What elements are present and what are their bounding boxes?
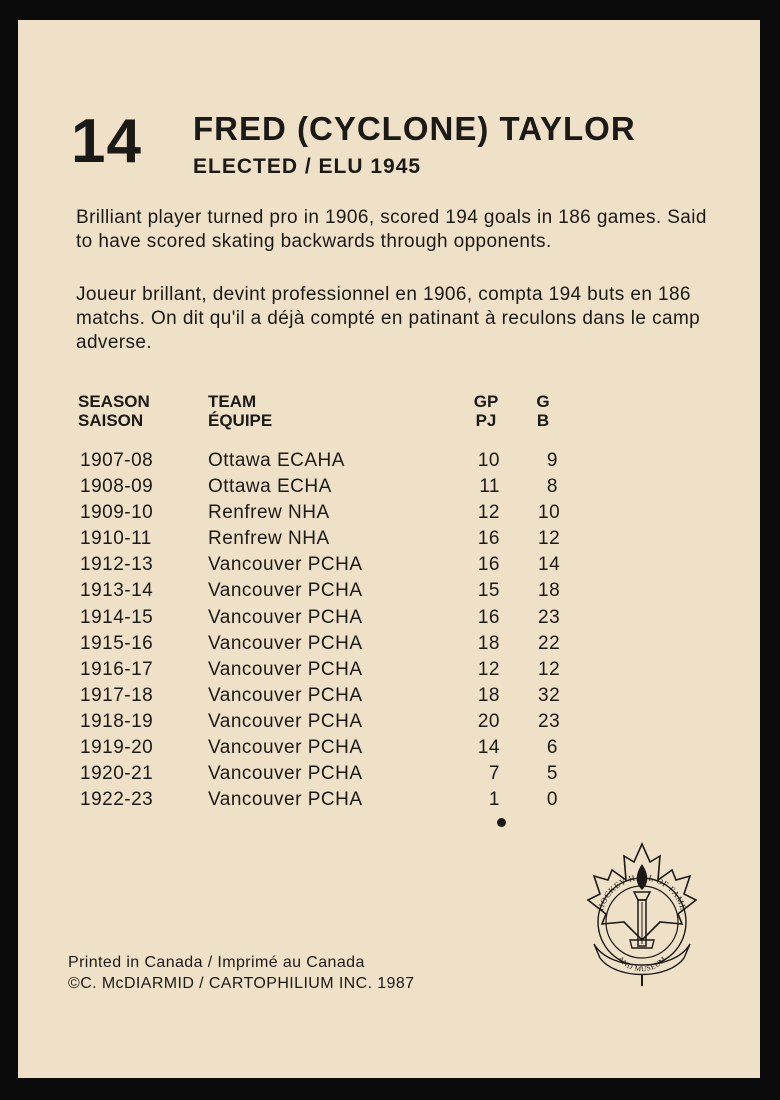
goals-cell: 5 — [546, 763, 558, 785]
team-cell: Ottawa ECHA — [208, 476, 332, 498]
season-cell: 1907-08 — [80, 450, 154, 471]
player-name: FRED (CYCLONE) TAYLOR — [193, 110, 636, 147]
table-row — [78, 448, 598, 474]
elected-year: ELECTED / ELU 1945 — [193, 155, 422, 178]
team-cell: Renfrew NHA — [208, 528, 330, 550]
season-cell: 1908-09 — [80, 476, 154, 498]
header-team-en: TEAM — [208, 392, 257, 411]
goals-cell: 23 — [538, 606, 561, 628]
header-season-fr: SAISON — [78, 411, 144, 430]
header-g-en: G — [536, 392, 550, 411]
table-row — [78, 735, 598, 761]
table-row — [78, 631, 598, 657]
season-cell: 1918-19 — [80, 710, 154, 732]
gp-cell: 18 — [477, 632, 500, 654]
hockey-hall-of-fame-emblem-icon — [580, 840, 704, 990]
team-cell: Vancouver PCHA — [208, 554, 363, 576]
season-cell: 1915-16 — [80, 632, 154, 654]
gp-cell: 14 — [477, 737, 500, 759]
table-row — [78, 500, 598, 526]
header-gp-en: GP — [473, 392, 499, 411]
goals-cell: 6 — [546, 737, 558, 759]
team-cell: Vancouver PCHA — [208, 606, 363, 628]
table-row — [78, 526, 598, 552]
gp-cell: 12 — [477, 502, 500, 524]
gp-cell: 16 — [477, 606, 500, 628]
header-team-fr: ÉQUIPE — [208, 411, 273, 430]
gp-cell: 16 — [477, 528, 500, 550]
header-season — [78, 392, 150, 430]
table-row — [78, 761, 598, 787]
gp-cell: 20 — [477, 710, 500, 732]
team-cell: Ottawa ECAHA — [208, 450, 345, 471]
team-cell: Vancouver PCHA — [208, 684, 363, 706]
table-row — [78, 552, 598, 578]
header-season-en: SEASON — [78, 392, 150, 411]
gp-cell: 1 — [488, 789, 500, 811]
print-dot — [497, 818, 506, 827]
card-back — [18, 20, 760, 1078]
gp-cell: 10 — [477, 450, 500, 471]
gp-cell: 18 — [477, 684, 500, 706]
goals-cell: 14 — [538, 554, 561, 576]
table-row — [78, 683, 598, 709]
season-cell: 1917-18 — [80, 684, 154, 706]
season-cell: 1912-13 — [80, 554, 154, 576]
goals-cell: 10 — [538, 502, 561, 524]
team-cell: Vancouver PCHA — [208, 763, 363, 785]
table-row — [78, 657, 598, 683]
season-cell: 1913-14 — [80, 580, 154, 602]
season-cell: 1914-15 — [80, 606, 154, 628]
card-number: 14 — [71, 107, 142, 176]
team-cell: Vancouver PCHA — [208, 658, 363, 680]
header-gp — [471, 392, 501, 430]
season-cell: 1922-23 — [80, 789, 154, 811]
table-row — [78, 709, 598, 735]
table-row — [78, 578, 598, 604]
gp-cell: 11 — [479, 476, 500, 498]
goals-cell: 8 — [546, 476, 558, 498]
season-cell: 1909-10 — [80, 502, 154, 524]
goals-cell: 32 — [538, 684, 561, 706]
svg-text:HOCKEY HALL OF FAME: HOCKEY HALL OF FAME — [595, 871, 689, 912]
svg-text:AND MUSEUM: AND MUSEUM — [616, 954, 668, 974]
header-g — [533, 392, 553, 430]
gp-cell: 15 — [477, 580, 500, 602]
season-cell: 1919-20 — [80, 737, 154, 759]
table-row — [78, 787, 598, 813]
header-g-fr: B — [536, 411, 550, 430]
header-team — [208, 392, 272, 430]
goals-cell: 12 — [538, 528, 561, 550]
gp-cell: 12 — [477, 658, 500, 680]
team-cell: Vancouver PCHA — [208, 580, 363, 602]
gp-cell: 7 — [488, 763, 500, 785]
bio-english: Brilliant player turned pro in 1906, scored 194 goals in 186 games. Said to have scored skating backwards through opponents. — [76, 207, 707, 252]
printed-in-canada: Printed in Canada / Imprimé au Canada — [68, 954, 365, 971]
stats-rows — [78, 448, 598, 813]
team-cell: Vancouver PCHA — [208, 737, 363, 759]
bio-french: Joueur brillant, devint professionnel en 1906, compta 194 buts en 186 matchs. On dit qu'il a déjà compté en patinant à reculons dans le camp adverse. — [76, 284, 701, 353]
team-cell: Vancouver PCHA — [208, 710, 363, 732]
goals-cell: 0 — [546, 789, 558, 811]
team-cell: Renfrew NHA — [208, 502, 330, 524]
season-cell: 1916-17 — [80, 658, 154, 680]
copyright-line: ©C. McDIARMID / CARTOPHILIUM INC. 1987 — [68, 975, 415, 992]
goals-cell: 22 — [538, 632, 561, 654]
season-cell: 1910-11 — [80, 528, 152, 550]
footer — [68, 952, 414, 994]
team-cell: Vancouver PCHA — [208, 789, 363, 811]
table-row — [78, 474, 598, 500]
goals-cell: 23 — [538, 710, 561, 732]
gp-cell: 16 — [477, 554, 500, 576]
table-row — [78, 605, 598, 631]
goals-cell: 18 — [538, 580, 561, 602]
goals-cell: 9 — [546, 450, 558, 471]
goals-cell: 12 — [538, 658, 561, 680]
header-gp-fr: PJ — [475, 411, 497, 430]
season-cell: 1920-21 — [80, 763, 154, 785]
team-cell: Vancouver PCHA — [208, 632, 363, 654]
